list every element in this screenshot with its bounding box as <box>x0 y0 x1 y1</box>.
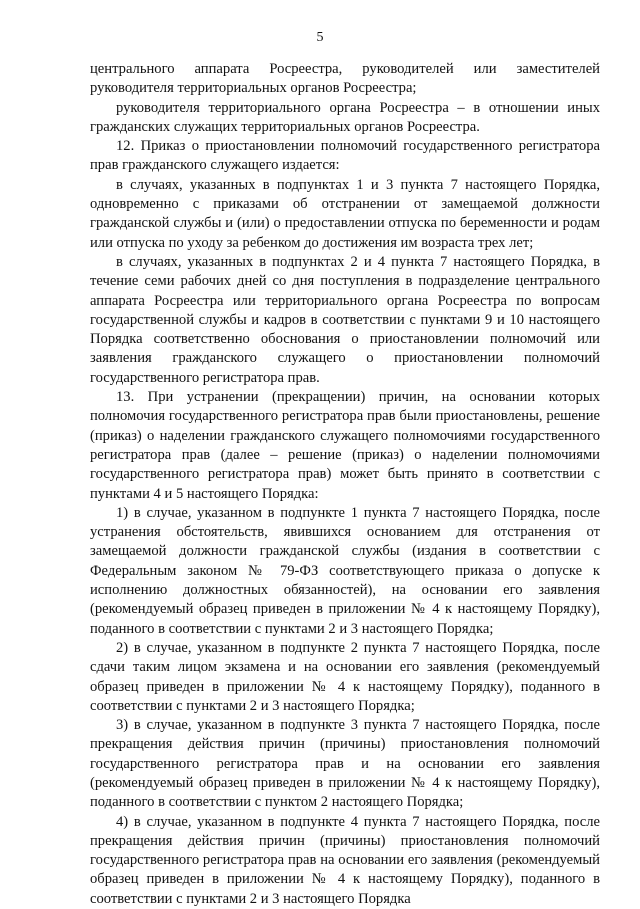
paragraph-13-item-2: 2) в случае, указанном в подпункте 2 пункта 7 настоящего Порядка, после сдачи таким лицом экзамена и на основании его заявления (рекомендуемый образец приведен в приложении № 4 к настоящему Порядку), поданного в соответствии с пунктами 2 и 3 настоящего Порядка; <box>90 639 600 714</box>
paragraph-12: 12. Приказ о приостановлении полномочий государственного регистратора прав гражданского служащего издается: <box>90 138 600 174</box>
paragraph-12-case-1-3: в случаях, указанных в подпунктах 1 и 3 пункта 7 настоящего Порядка, одновременно с приказами об отстранении от замещаемой должности гражданской службы и (или) о предоставлении отпуска по беременности и родам или отпуска по уходу за ребенком до достижения им возраста трех лет; <box>90 176 600 251</box>
paragraph-13: 13. При устранении (прекращении) причин, на основании которых полномочия государственного регистратора прав были приостановлены, решение (приказ) о наделении гражданского служащего полномочиями государственного регистратора прав (далее – решение (приказ) о наделении полномочиями государственного регистратора прав) может быть принято в соответствии с пунктами 4 и 5 настоящего Порядка: <box>90 389 600 502</box>
document-body <box>90 60 600 909</box>
paragraph-12-case-2-4: в случаях, указанных в подпунктах 2 и 4 пункта 7 настоящего Порядка, в течение семи рабочих дней со дня поступления в подразделение центрального аппарата Росреестра или территориального органа Росреестра по вопросам государственной службы и кадров в соответствии с пунктами 9 и 10 настоящего Порядка соответственно обоснования о приостановлении полномочий или заявления гражданского служащего о приостановлении полномочий государственного регистратора прав. <box>90 253 600 386</box>
paragraph-regional-head: руководителя территориального органа Росреестра – в отношении иных гражданских служащих территориальных органов Росреестра. <box>90 99 600 135</box>
paragraph-13-item-1: 1) в случае, указанном в подпункте 1 пункта 7 настоящего Порядка, после устранения обстоятельств, явившихся основанием для отстранения от замещаемой должности гражданской службы (издания в соответствии с Федеральным законом № 79-ФЗ соответствующего приказа о допуске к исполнению должностных обязанностей), на основании его заявления (рекомендуемый образец приведен в приложении № 4 к настоящему Порядку), поданного в соответствии с пунктами 2 и 3 настоящего Порядка; <box>90 504 600 637</box>
paragraph-continuation: центрального аппарата Росреестра, руководителей или заместителей руководителя территориальных органов Росреестра; <box>90 61 600 97</box>
paragraph-13-item-4: 4) в случае, указанном в подпункте 4 пункта 7 настоящего Порядка, после прекращения действия причин (причины) приостановления полномочий государственного регистратора прав на основании его заявления (рекомендуемый образец приведен в приложении № 4 к настоящему Порядку), поданного в соответствии с пунктами 2 и 3 настоящего Порядка <box>90 813 600 907</box>
paragraph-13-item-3: 3) в случае, указанном в подпункте 3 пункта 7 настоящего Порядка, после прекращения действия причин (причины) приостановления полномочий государственного регистратора прав и на основании его заявления (рекомендуемый образец приведен в приложении № 4 к настоящему Порядку), поданного в соответствии с пунктом 2 настоящего Порядка; <box>90 717 600 811</box>
page-number: 5 <box>316 30 324 45</box>
